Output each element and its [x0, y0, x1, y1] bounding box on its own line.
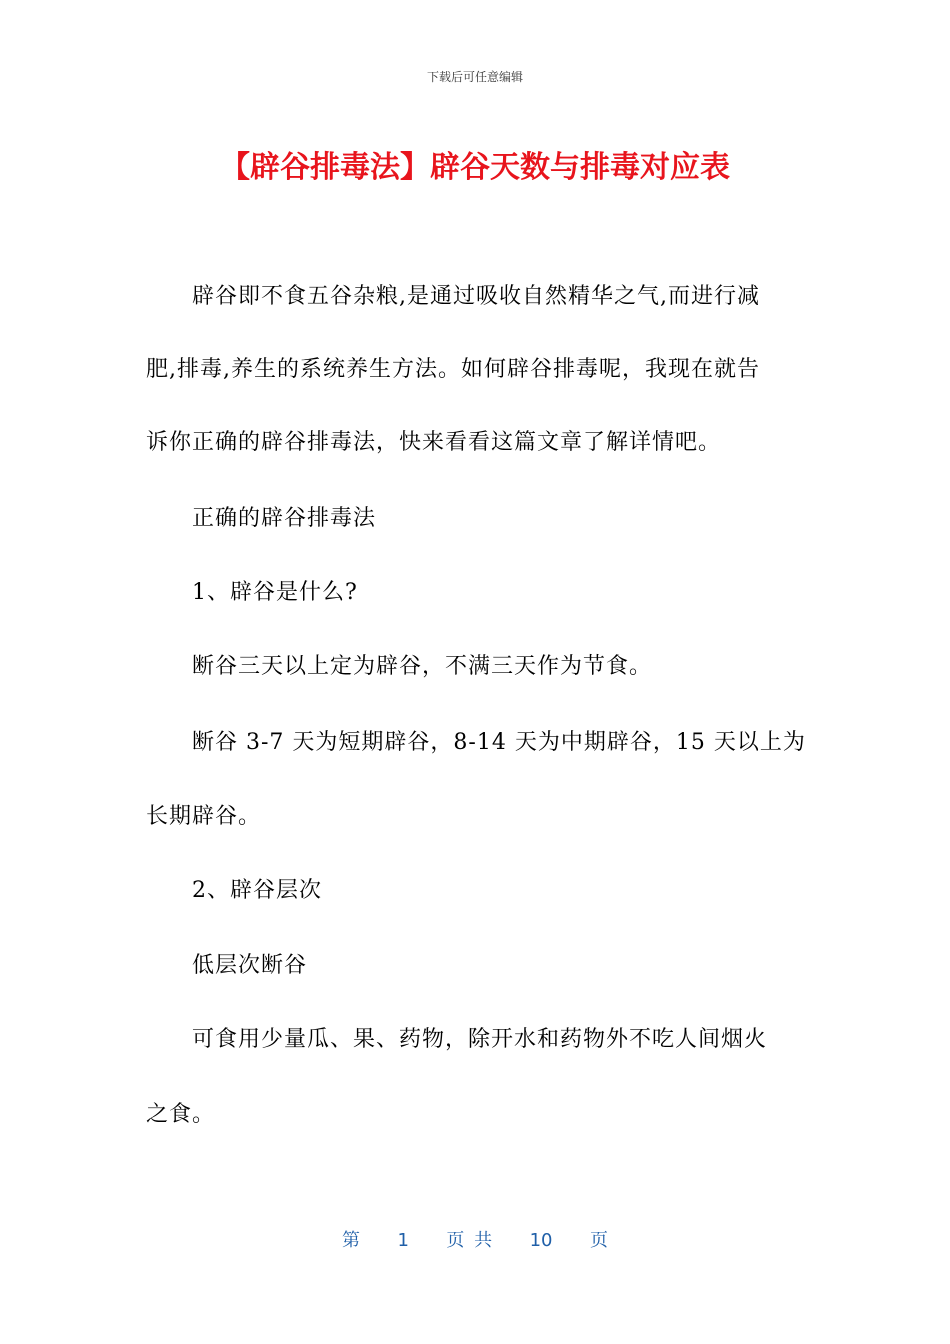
document-title: 【辟谷排毒法】辟谷天数与排毒对应表: [220, 150, 730, 185]
paragraph-line-8: 之食。: [146, 1102, 216, 1127]
level-heading: 低层次断谷: [192, 953, 308, 978]
paragraph-line-3: 诉你正确的辟谷排毒法，快来看看这篇文章了解详情吧。: [146, 430, 722, 455]
footer-mid: 页 共: [446, 1230, 493, 1251]
page-footer: [0, 1226, 950, 1252]
total-pages-number: 10: [529, 1230, 553, 1251]
paragraph-line-1: 辟谷即不食五谷杂粮,是通过吸收自然精华之气,而进行减: [192, 284, 760, 309]
paragraph-line-4: 断谷三天以上定为辟谷，不满三天作为节食。: [192, 654, 653, 679]
footer-suffix: 页: [589, 1230, 608, 1251]
current-page-number: 1: [397, 1230, 409, 1251]
footer-prefix: 第: [342, 1230, 361, 1251]
paragraph-line-2: 肥,排毒,养生的系统养生方法。如何辟谷排毒呢，我现在就告: [146, 357, 760, 382]
paragraph-line-5: 断谷 3-7 天为短期辟谷，8-14 天为中期辟谷，15 天以上为: [192, 730, 806, 755]
paragraph-line-7: 可食用少量瓜、果、药物，除开水和药物外不吃人间烟火: [192, 1027, 768, 1052]
paragraph-line-6: 长期辟谷。: [146, 804, 262, 829]
subheading-2: 2、辟谷层次: [192, 878, 322, 903]
section-heading: 正确的辟谷排毒法: [192, 506, 377, 531]
header-note: 下载后可任意编辑: [426, 70, 523, 84]
subheading-1: 1、辟谷是什么?: [192, 580, 358, 605]
